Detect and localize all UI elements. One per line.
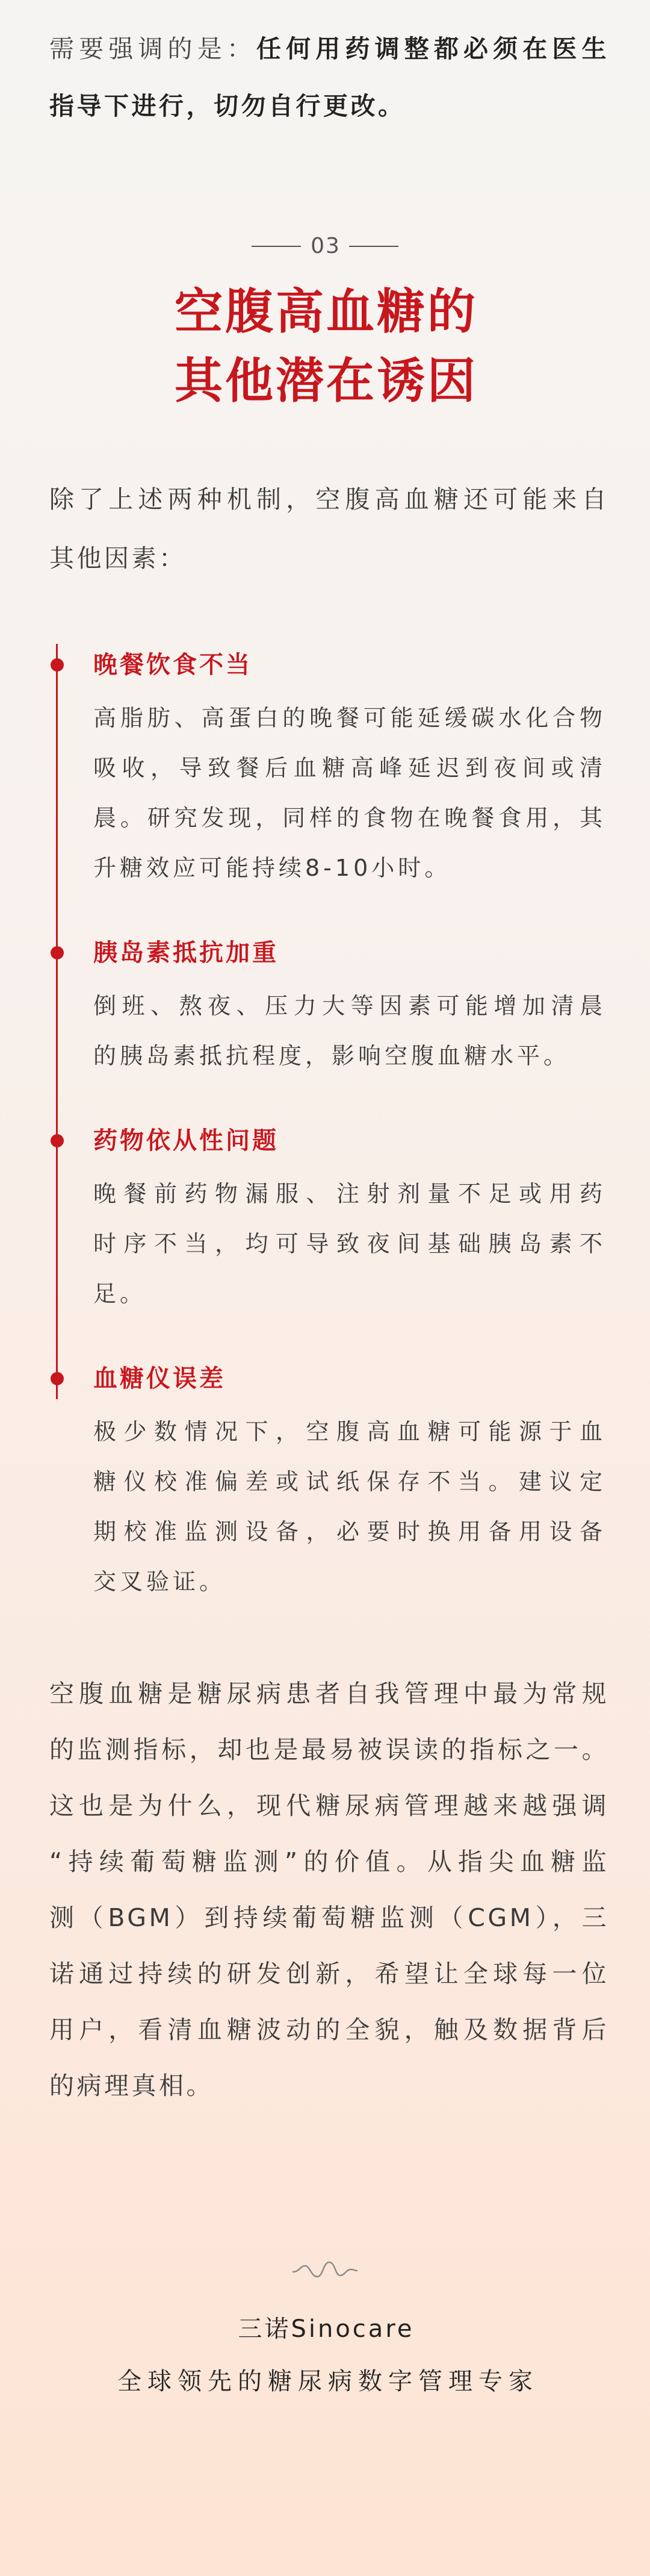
factor-line: 时序不当，均可导致夜间基础胰岛素不	[93, 1230, 606, 1257]
factor-title: 血糖仪误差	[93, 1365, 226, 1392]
closing-line: 这也是为什么，现代糖尿病管理越来越强调	[49, 1791, 609, 1820]
caution-note-line	[49, 78, 609, 135]
section-number-divider	[0, 231, 650, 261]
brand-slogan: 全球领先的糖尿病数字管理专家	[117, 2368, 539, 2395]
timeline-dot	[51, 1134, 64, 1147]
factor-line: 吸收，导致餐后血糖高峰延迟到夜间或清	[93, 755, 606, 781]
factor-line: 倒班、熬夜、压力大等因素可能增加清晨	[93, 993, 606, 1019]
closing-line: 诺通过持续的研发创新，希望让全球每一位	[49, 1959, 609, 1988]
factor-line: 晚餐前药物漏服、注射剂量不足或用药	[93, 1180, 606, 1207]
factor-line: 高脂肪、高蛋白的晚餐可能延缓碳水化合物	[93, 705, 606, 731]
divider-line-right	[349, 246, 398, 247]
closing-paragraph	[49, 1666, 609, 2114]
factor-line: 糖仪校准偏差或试纸保存不当。建议定	[93, 1468, 606, 1495]
factor-title: 胰岛素抵抗加重	[93, 939, 279, 967]
factor-line: 晨。研究发现，同样的食物在晚餐食用，其	[93, 805, 606, 831]
timeline-dot	[51, 1372, 64, 1385]
caution-note-line	[49, 20, 609, 78]
intro-line: 除了上述两种机制，空腹高血糖还可能来自	[49, 485, 609, 514]
caution-note-emphasis: 指导下进行，切勿自行更改。	[49, 92, 406, 120]
closing-line: 空腹血糖是糖尿病患者自我管理中最为常规	[49, 1679, 609, 1708]
factor-item	[93, 928, 606, 1081]
factor-description	[93, 1407, 606, 1607]
timeline-dot	[51, 946, 64, 959]
factor-description	[93, 693, 606, 893]
section-title	[0, 277, 650, 416]
section-number: 03	[311, 234, 341, 258]
intro-line: 其他因素：	[49, 544, 187, 573]
factor-timeline	[93, 640, 606, 1642]
section-title-line: 其他潜在诱因	[175, 353, 478, 409]
caution-note	[49, 20, 609, 135]
closing-line: 测（BGM）到持续葡萄糖监测（CGM），三	[49, 1903, 609, 1932]
wave-icon	[292, 2259, 358, 2281]
caution-note-emphasis: 任何用药调整都必须在医生	[256, 34, 610, 63]
factor-line: 的胰岛素抵抗程度，影响空腹血糖水平。	[93, 1043, 571, 1069]
factor-title: 药物依从性问题	[93, 1127, 279, 1155]
factor-line: 足。	[93, 1280, 147, 1307]
factor-line: 极少数情况下，空腹高血糖可能源于血	[93, 1418, 606, 1445]
closing-line: “持续葡萄糖监测”的价值。从指尖血糖监	[49, 1847, 609, 1876]
timeline-line	[56, 644, 58, 1399]
timeline-dot	[51, 658, 64, 672]
factor-line: 期校准监测设备，必要时换用备用设备	[93, 1518, 606, 1545]
caution-note-lead: 需要强调的是：	[49, 34, 256, 63]
closing-line: 的监测指标，却也是最易被误读的指标之一。	[49, 1735, 609, 1764]
factor-line: 交叉验证。	[93, 1568, 226, 1595]
brand-name: 三诺Sinocare	[238, 2315, 415, 2343]
factor-item	[93, 640, 606, 893]
section-title-line: 空腹高血糖的	[175, 284, 478, 340]
closing-line: 用户，看清血糖波动的全貌，触及数据背后	[49, 2015, 609, 2044]
factor-description	[93, 1169, 606, 1319]
closing-line: 的病理真相。	[49, 2071, 214, 2100]
factor-item	[93, 1116, 606, 1319]
factor-item	[93, 1354, 606, 1607]
factor-description	[93, 981, 606, 1081]
intro-paragraph	[49, 470, 609, 588]
divider-line-left	[252, 246, 301, 247]
factor-title: 晚餐饮食不当	[93, 651, 252, 679]
factor-line: 升糖效应可能持续8-10小时。	[93, 855, 451, 881]
